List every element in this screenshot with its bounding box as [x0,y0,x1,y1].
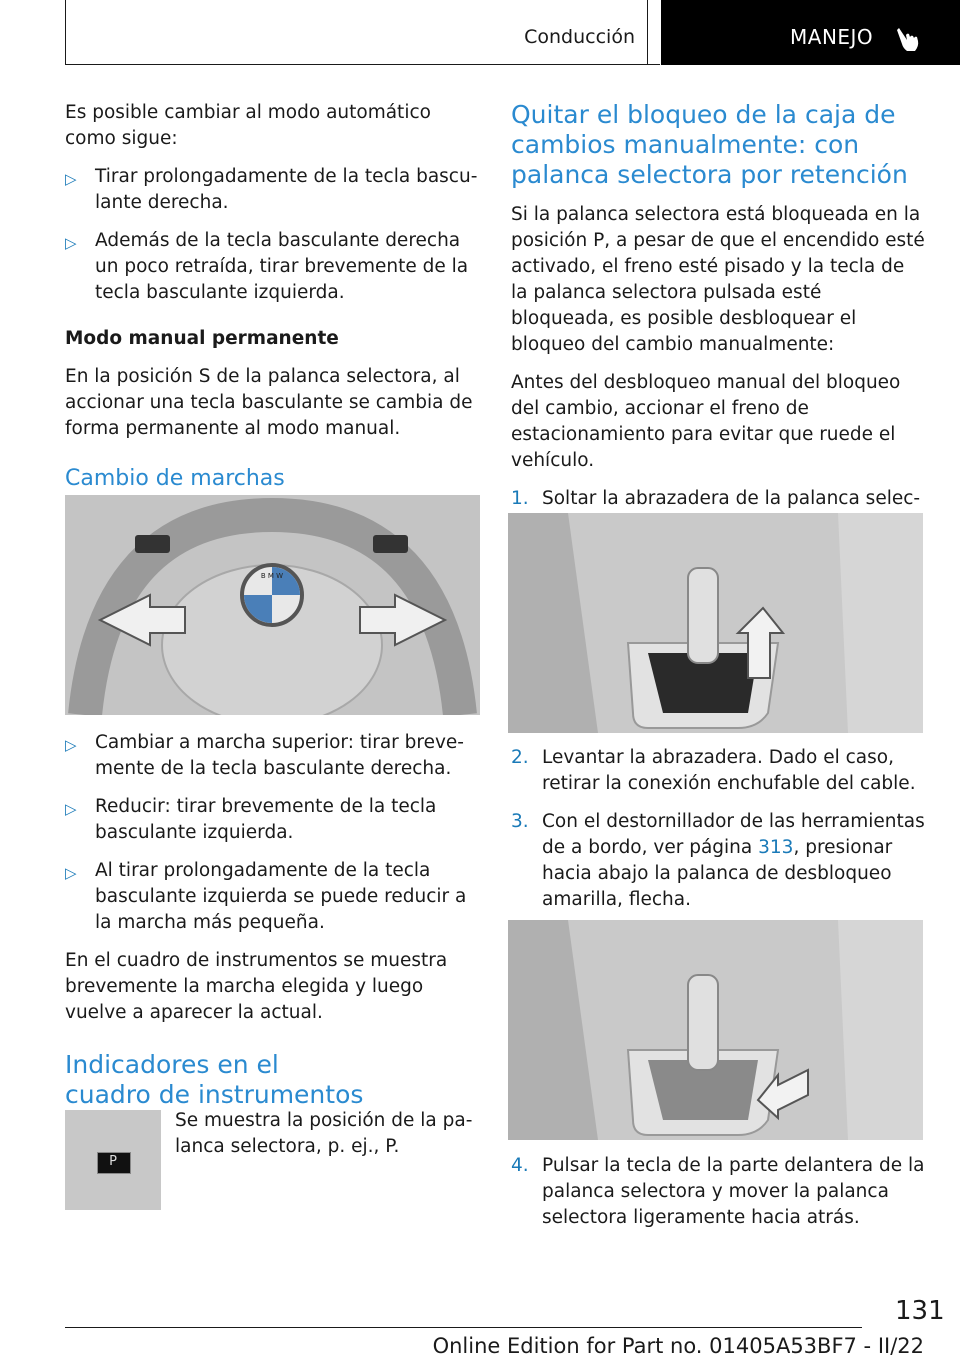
step-item: 1. Soltar la abrazadera de la palanca selec [511,488,921,509]
page-number: 131 [895,1296,945,1326]
hand-pointer-icon [893,24,923,54]
paragraph-2: Antes del desbloqueo manual del bloqueo del cambio, accionar el freno de estacionamiento para evitar que ruede el vehículo. [511,372,901,471]
gear-lever-illustration-2 [508,920,923,1140]
subheading-manual: Modo manual permanente [65,328,339,349]
triangle-bullet-icon: ▷ [65,864,77,882]
steering-wheel-figure [65,495,480,715]
list-item: ▷ Cambiar a marcha superior: tirar brevemente de la tecla basculante derecha. [65,732,464,779]
left-column-lower [65,730,480,1110]
heading-indicators: Indicadores en el cuadro de instrumentos [65,1050,364,1109]
footer-rule [65,1327,862,1328]
section-title: Conducción [524,26,635,48]
triangle-bullet-icon: ▷ [65,170,77,188]
page-link[interactable]: 313 [758,837,794,858]
wheel-logo-text: B M W [260,572,284,580]
list-item: ▷ Además de la tecla basculante derecha un poco retraída, tirar brevemente de la tecla basculante izquierda. [65,230,469,303]
footer-edition: Online Edition for Part no. 01405A53BF7 - II/22 [432,1334,924,1358]
indicator-figure [65,1110,161,1210]
heading-unlock: Quitar el bloqueo de la caja de cambios manualmente: con palanca selectora por retención [511,100,908,189]
gear-lever-figure-1 [508,513,923,733]
right-column [511,100,926,550]
cluster-text: En el cuadro de instrumentos se muestra brevemente la marcha elegida y luego vuelve a aparecer la actual. [65,950,448,1023]
indicator-text: Se muestra la posición de la palanca selectora, p. ej., P. [175,1110,473,1157]
right-column-lower [511,1153,926,1243]
gear-indicator-symbol: P [109,1154,117,1169]
step-item: 2. Levantar la abrazadera. Dado el caso, retirar la conexión enchufable del cable. [511,747,916,794]
manual-text: En la posición S de la palanca selectora, al accionar una tecla basculante se cambia de forma permanente al modo manual. [65,366,473,439]
list-item: ▷ Reducir: tirar brevemente de la tecla basculante izquierda. [65,796,437,843]
paragraph-1: Si la palanca selectora está bloqueada en la posición P, a pesar de que el encendido esté activado, el freno esté pisado y la tecla de la palanca selectora pulsada esté bloqueada, es posible desbloquear el bloqueo del cambio manualmente: [511,204,925,355]
list-item: ▷ Tirar prolongadamente de la tecla basculante derecha. [65,166,478,213]
list-item: ▷ Al tirar prolongadamente de la tecla basculante izquierda se puede reducir a la marcha más pequeña. [65,860,467,933]
header-rule [65,64,660,65]
left-column [65,100,480,492]
step-item: 3. Con el destornillador de las herramientas de a bordo, ver página 313, presionar hacia abajo la palanca de desbloqueo amarilla, flecha. [511,811,925,910]
header-left-rule [65,0,66,65]
step-item: 4. Pulsar la tecla de la parte delantera de la palanca selectora y mover la palanca selectora ligeramente hacia atrás. [511,1155,925,1228]
triangle-bullet-icon: ▷ [65,234,77,252]
right-column-mid [511,745,926,925]
triangle-bullet-icon: ▷ [65,736,77,754]
steering-wheel-illustration [65,495,480,715]
intro-text: Es posible cambiar al modo automático como sigue: [65,102,431,149]
heading-shift: Cambio de marchas [65,466,285,491]
chapter-title: MANEJO [790,25,874,49]
header-divider [647,0,648,65]
gear-lever-illustration-1 [508,513,923,733]
gear-lever-figure-2 [508,920,923,1140]
triangle-bullet-icon: ▷ [65,800,77,818]
